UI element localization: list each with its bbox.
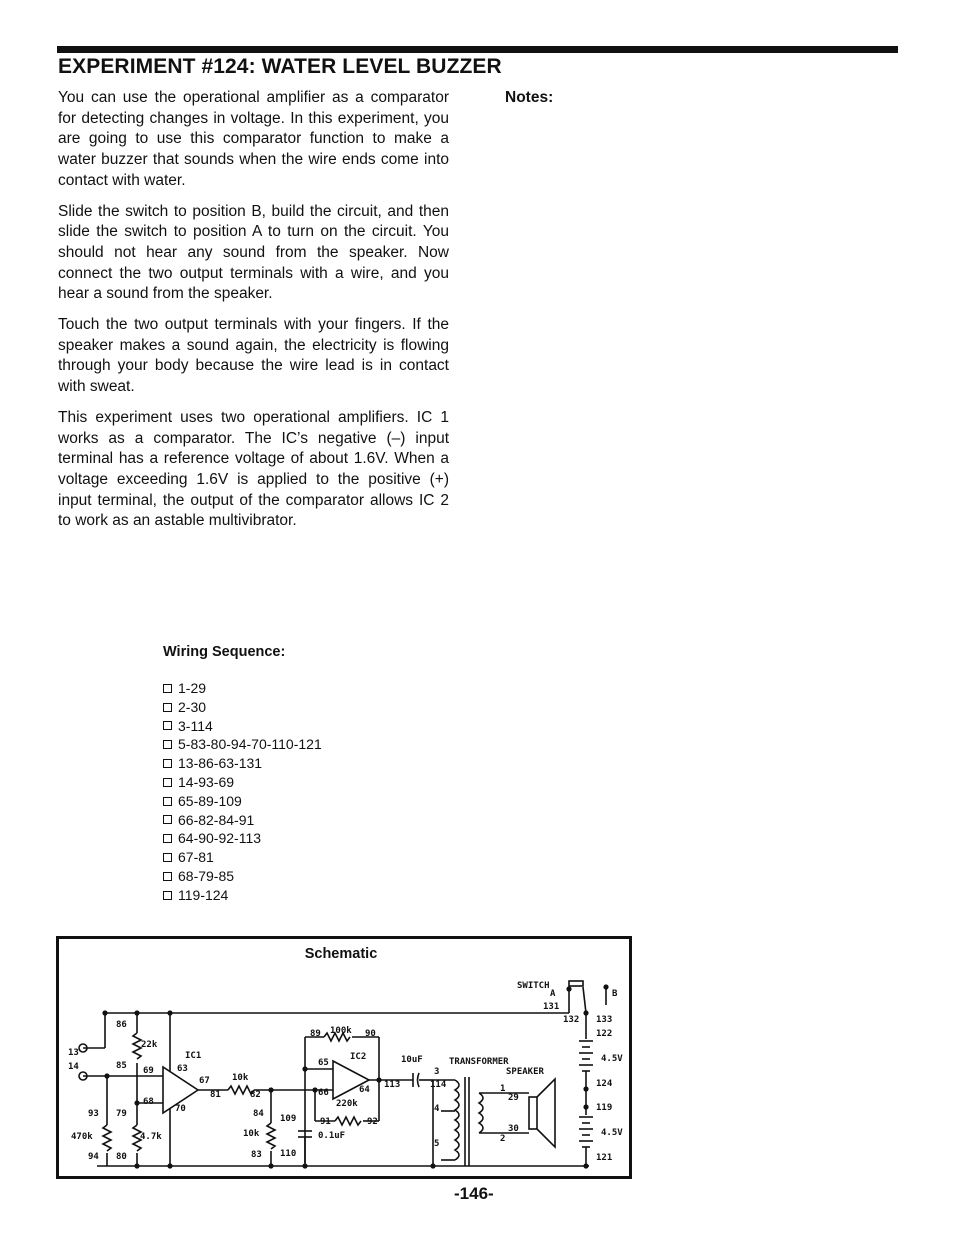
checkbox-icon[interactable]: [163, 834, 172, 843]
wiring-item[interactable]: [163, 754, 322, 773]
node-label: 5: [434, 1139, 440, 1149]
node-label: 92: [367, 1117, 378, 1127]
node-label: 114: [430, 1080, 447, 1090]
node-label: 63: [177, 1064, 188, 1074]
node-label: 121: [596, 1153, 613, 1163]
wiring-item[interactable]: [163, 886, 322, 905]
checkbox-icon[interactable]: [163, 778, 172, 787]
node-label: 132: [563, 1015, 580, 1025]
node-label: 66: [318, 1088, 329, 1098]
node-label: 69: [143, 1066, 154, 1076]
checkbox-icon[interactable]: [163, 815, 172, 824]
node-label: 89: [310, 1029, 321, 1039]
node-label: 133: [596, 1015, 613, 1025]
capacitor-label: 0.1uF: [318, 1131, 346, 1141]
input-terminals: [79, 1044, 87, 1080]
schematic-panel: [56, 936, 632, 1179]
node-label: 4: [434, 1104, 440, 1114]
node-label: 81: [210, 1090, 221, 1100]
wiring-item-label: 65-89-109: [178, 792, 242, 809]
switch-label: SWITCH: [517, 981, 550, 991]
resistor-label: 470k: [71, 1132, 93, 1142]
node-label: 79: [116, 1109, 127, 1119]
wiring-item-label: 3-114: [178, 717, 213, 734]
node-label: 91: [320, 1117, 331, 1127]
wiring-item-label: 119-124: [178, 886, 229, 903]
top-rule: [57, 46, 898, 53]
node-label: 1: [500, 1084, 506, 1094]
node-label: 68: [143, 1097, 154, 1107]
page-number: -146-: [454, 1184, 494, 1203]
wiring-item-label: 5-83-80-94-70-110-121: [178, 736, 322, 753]
checkbox-icon[interactable]: [163, 891, 172, 900]
wiring-item-label: 13-86-63-131: [178, 755, 263, 772]
wiring-sequence: [163, 644, 322, 905]
checkbox-icon[interactable]: [163, 853, 172, 862]
speaker-label: SPEAKER: [506, 1067, 544, 1077]
wiring-item[interactable]: [163, 735, 322, 754]
checkbox-icon[interactable]: [163, 759, 172, 768]
checkbox-icon[interactable]: [163, 740, 172, 749]
wiring-item[interactable]: [163, 698, 322, 717]
wiring-list: [163, 679, 322, 905]
wiring-item-label: 1-29: [178, 680, 207, 696]
paragraph: Slide the switch to position B, build the circuit, and then slide the switch to position A to turn on the circuit. You should not hear any sound from the speaker. Now connect the two output terminals with a wire, and you hear a sound from the speaker.: [58, 202, 449, 303]
checkbox-icon[interactable]: [163, 797, 172, 806]
node-label: 14: [68, 1062, 79, 1072]
wiring-item-label: 67-81: [178, 849, 214, 866]
checkbox-icon[interactable]: [163, 721, 172, 730]
node-label: 65: [318, 1058, 329, 1068]
notes-label: Notes:: [505, 89, 554, 106]
paragraph: Touch the two output terminals with your fingers. If the speaker makes a sound again, the electricity is flowing through your body because the wire lead is in contact with sweat.: [58, 316, 449, 396]
node-label: 85: [116, 1061, 127, 1071]
wiring-item[interactable]: [163, 829, 322, 848]
checkbox-icon[interactable]: [163, 703, 172, 712]
wiring-item-label: 68-79-85: [178, 867, 235, 884]
schematic-diagram: [59, 939, 629, 1176]
node-label: 113: [384, 1080, 401, 1090]
wiring-item[interactable]: [163, 717, 322, 736]
page-title: EXPERIMENT #124: WATER LEVEL BUZZER: [58, 55, 502, 78]
paragraph: This experiment uses two operational amplifiers. IC 1 works as a comparator. The IC’s negative (–) input terminal has a reference voltage of about 1.6V. When a voltage exceeding 1.6V is applied to the positive (+) input terminal, the output of the comparator allows IC 2 to work as an astable multivibrator.: [58, 408, 449, 530]
node-label: 29: [508, 1093, 519, 1103]
ic-label: IC2: [350, 1052, 367, 1062]
node-label: 131: [543, 1002, 560, 1012]
voltage-label: 4.5V: [601, 1128, 623, 1138]
resistor-label: 220k: [336, 1099, 358, 1109]
wiring-item[interactable]: [163, 848, 322, 867]
wiring-item[interactable]: [163, 773, 322, 792]
node-label: 122: [596, 1029, 613, 1039]
switch-a-label: A: [550, 989, 556, 999]
schematic-title: Schematic: [304, 946, 378, 962]
capacitor-label: 10uF: [401, 1055, 423, 1065]
node-label: 83: [251, 1150, 262, 1160]
node-label: 109: [280, 1114, 297, 1124]
node-label: 70: [175, 1104, 186, 1114]
body-text: [58, 88, 449, 542]
node-label: 119: [596, 1103, 613, 1113]
node-label: 13: [68, 1048, 79, 1058]
node-label: 110: [280, 1149, 297, 1159]
resistor-label: 10k: [232, 1073, 249, 1083]
wiring-item-label: 64-90-92-113: [178, 830, 262, 847]
node-label: 64: [359, 1085, 370, 1095]
wiring-item[interactable]: [163, 679, 322, 698]
switch-b-label: B: [612, 989, 618, 999]
node-label: 124: [596, 1079, 613, 1089]
resistor-label: 22k: [141, 1040, 158, 1050]
wiring-item[interactable]: [163, 792, 322, 811]
checkbox-icon[interactable]: [163, 872, 172, 881]
wiring-item[interactable]: [163, 811, 322, 830]
node-label: 94: [88, 1152, 99, 1162]
schematic-labels: [68, 981, 623, 1163]
wiring-item-label: 66-82-84-91: [178, 811, 255, 828]
resistor-label: 100k: [330, 1026, 352, 1036]
node-label: 30: [508, 1124, 519, 1134]
node-label: 3: [434, 1067, 440, 1077]
ic-label: IC1: [185, 1051, 202, 1061]
checkbox-icon[interactable]: [163, 684, 172, 693]
node-label: 67: [199, 1076, 210, 1086]
wiring-item-label: 14-93-69: [178, 773, 235, 790]
resistor-label: 10k: [243, 1129, 260, 1139]
node-label: 84: [253, 1109, 264, 1119]
node-label: 80: [116, 1152, 127, 1162]
wiring-title: Wiring Sequence:: [163, 644, 286, 660]
resistor-label: 4.7k: [140, 1132, 162, 1142]
paragraph: You can use the operational amplifier as a comparator for detecting changes in voltage. In this experiment, you are going to use this comparator function to make a water buzzer that sounds when the wire ends come into contact with water.: [58, 89, 449, 189]
voltage-label: 4.5V: [601, 1054, 623, 1064]
transformer-label: TRANSFORMER: [449, 1057, 509, 1067]
node-label: 2: [500, 1134, 506, 1144]
node-label: 90: [365, 1029, 376, 1039]
wiring-item-label: 2-30: [178, 698, 207, 715]
node-label: 82: [250, 1090, 261, 1100]
wiring-item[interactable]: [163, 867, 322, 886]
node-label: 86: [116, 1020, 127, 1030]
node-label: 93: [88, 1109, 99, 1119]
